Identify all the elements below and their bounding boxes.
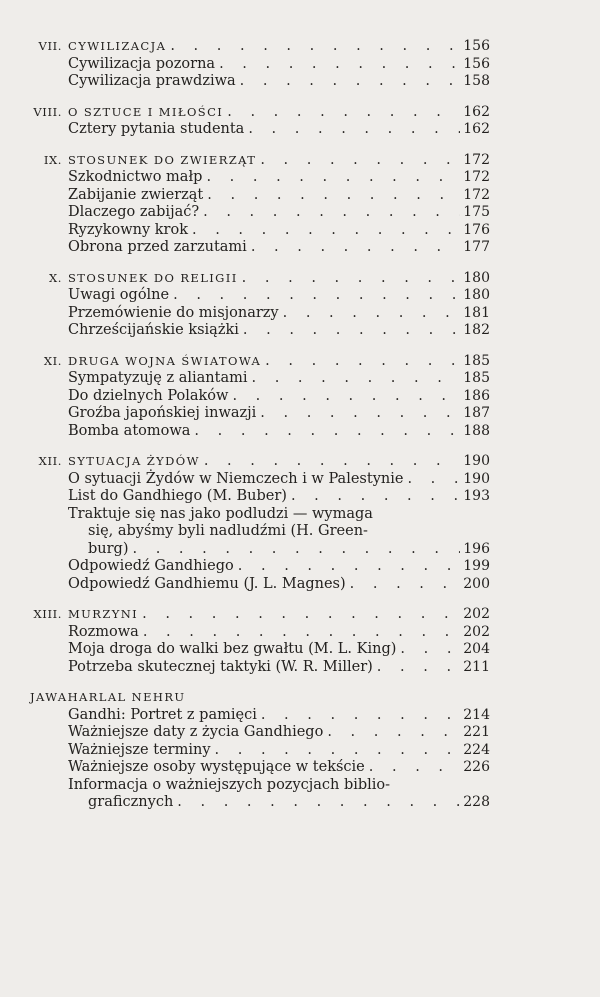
toc-entry — [22, 707, 490, 725]
entry-page-number: 200 — [463, 575, 490, 592]
toc-entry — [22, 287, 490, 305]
entry-page-number: 185 — [463, 370, 490, 386]
chapter-title: STOSUNEK DO ZWIERZĄT — [68, 152, 257, 167]
chapter-heading — [22, 606, 490, 624]
dot-leader — [129, 541, 461, 559]
dot-leader — [403, 471, 460, 489]
chapter-page-number: 180 — [463, 269, 490, 286]
dot-leader — [228, 388, 460, 406]
entry-title-line: Traktuje się nas jako podludzi — wymaga — [68, 505, 373, 522]
dot-leader — [247, 239, 460, 257]
toc-entry — [22, 204, 490, 222]
toc-entry — [22, 759, 490, 777]
dot-leader — [166, 38, 460, 56]
dot-leader — [244, 121, 460, 139]
entry-page-number: 176 — [463, 221, 490, 238]
toc-entry — [22, 305, 490, 323]
entry-page-number: 202 — [463, 623, 490, 640]
dot-leader — [323, 724, 460, 742]
toc-entry — [22, 742, 490, 760]
chapter-block — [22, 38, 490, 91]
entry-title: Potrzeba skutecznej taktyki (W. R. Miller) — [68, 658, 373, 675]
chapter-page-number: 162 — [463, 103, 490, 120]
dot-leader — [169, 287, 460, 305]
entry-title: Ważniejsze terminy — [68, 741, 211, 758]
toc-entry — [22, 659, 490, 677]
chapter-page-number: 190 — [463, 453, 490, 469]
dot-leader — [248, 370, 461, 388]
dot-leader — [257, 707, 460, 725]
dot-leader — [279, 305, 460, 323]
toc-entry — [22, 169, 490, 187]
entry-title: Dlaczego zabijać? — [68, 204, 200, 220]
toc-entry — [22, 624, 490, 642]
entry-title: Odpowiedź Gandhiemu (J. L. Magnes) — [68, 575, 346, 592]
entry-page-number: 193 — [463, 488, 490, 504]
entry-page-number: 228 — [463, 794, 490, 810]
toc-entry — [22, 121, 490, 139]
chapter-block — [22, 353, 490, 441]
entry-page-number: 186 — [463, 387, 490, 404]
dot-leader — [234, 558, 460, 576]
entry-title: List do Gandhiego (M. Buber) — [68, 488, 287, 504]
entry-page-number: 221 — [463, 724, 490, 740]
dot-leader — [200, 453, 460, 471]
chapter-number: XIII. — [33, 607, 62, 621]
entry-title: O sytuacji Żydów w Niemczech i w Palestynie — [68, 470, 404, 487]
dot-leader — [396, 641, 460, 659]
toc-entry — [22, 488, 490, 506]
dot-leader — [188, 222, 460, 240]
dot-leader — [203, 187, 460, 205]
chapter-title: STOSUNEK DO RELIGII — [68, 270, 238, 285]
dot-leader — [199, 204, 460, 222]
toc-entry — [22, 239, 490, 257]
toc-entry — [22, 405, 490, 423]
dot-leader — [139, 624, 460, 642]
dot-leader — [173, 794, 460, 812]
toc-entry — [22, 576, 490, 594]
chapter-title: SYTUACJA ŻYDÓW — [68, 454, 200, 468]
dot-leader — [256, 152, 460, 170]
chapter-number: VIII. — [33, 104, 62, 119]
entry-page-number: 224 — [463, 741, 490, 758]
chapter-number: IX. — [43, 152, 62, 167]
chapter-title: O SZTUCE I MIŁOŚCI — [68, 104, 224, 119]
dot-leader — [138, 606, 460, 624]
entry-title-line: się, abyśmy byli nadludźmi (H. Green- — [88, 523, 368, 539]
dot-leader — [238, 270, 460, 288]
entry-title: Chrześcijańskie książki — [68, 322, 239, 338]
entry-title: Cywilizacja pozorna — [68, 55, 216, 72]
chapter-number: XII. — [38, 454, 62, 468]
chapter-title: CYWILIZACJA — [68, 39, 167, 53]
dot-leader — [202, 169, 460, 187]
entry-title: Cywilizacja prawdziwa — [68, 73, 236, 89]
toc-entry — [22, 423, 490, 441]
entry-title: Do dzielnych Polaków — [68, 387, 229, 404]
entry-title: Obrona przed zarzutami — [68, 239, 247, 255]
chapter-block — [22, 104, 490, 139]
entry-title: Gandhi: Portret z pamięci — [68, 706, 257, 723]
entry-page-number: 204 — [463, 641, 490, 657]
entry-title: Szkodnictwo małp — [68, 169, 203, 185]
entry-title: Zabijanie zwierząt — [68, 186, 204, 203]
chapter-page-number: 172 — [463, 151, 490, 168]
chapter-number: VII. — [38, 39, 62, 53]
chapter-page-number: 202 — [463, 606, 490, 622]
toc-entry — [22, 187, 490, 205]
entry-page-number: 196 — [463, 540, 490, 557]
entry-page-number: 158 — [463, 73, 490, 89]
chapter-title: JAWAHARLAL NEHRU — [30, 690, 186, 704]
entry-page-number: 175 — [463, 204, 490, 220]
chapter-block — [22, 453, 490, 593]
entry-page-number: 187 — [463, 405, 490, 421]
entry-title-tail — [22, 794, 490, 812]
entry-page-number: 226 — [463, 759, 490, 775]
entry-page-number: 211 — [463, 658, 490, 675]
toc-entry — [22, 222, 490, 240]
chapter-heading — [22, 453, 490, 471]
entry-page-number: 199 — [463, 558, 490, 574]
chapter-heading — [22, 104, 490, 122]
entry-page-number: 156 — [463, 55, 490, 72]
chapter-block — [22, 270, 490, 340]
entry-page-number: 177 — [463, 239, 490, 255]
entry-title: Bomba atomowa — [68, 422, 191, 439]
entry-title: Sympatyzuję z aliantami — [68, 370, 248, 386]
entry-page-number: 172 — [463, 169, 490, 185]
chapter-heading — [22, 152, 490, 170]
dot-leader — [215, 56, 460, 74]
entry-page-number: 181 — [463, 304, 490, 321]
toc-entry — [22, 370, 490, 388]
entry-page-number: 180 — [463, 287, 490, 303]
entry-page-number: 190 — [463, 470, 490, 487]
chapter-title: DRUGA WOJNA ŚWIATOWA — [68, 353, 262, 368]
dot-leader — [365, 759, 460, 777]
chapter-heading — [22, 689, 490, 707]
entry-title: Ważniejsze osoby występujące w tekście — [68, 759, 365, 775]
toc-entry — [22, 724, 490, 742]
toc-entry — [22, 73, 490, 91]
chapter-heading — [22, 270, 490, 288]
chapter-heading — [22, 38, 490, 56]
entry-title: Moja droga do walki bez gwałtu (M. L. King) — [68, 641, 397, 657]
entry-title: Uwagi ogólne — [68, 287, 170, 303]
toc-entry — [22, 56, 490, 74]
entry-page-number: 162 — [463, 121, 490, 137]
toc-entry — [22, 641, 490, 659]
toc-entry — [22, 322, 490, 340]
chapter-title: MURZYNI — [68, 607, 139, 621]
chapter-block — [22, 152, 490, 257]
entry-page-number: 214 — [463, 706, 490, 723]
dot-leader — [236, 73, 460, 91]
entry-title-line: graficznych — [88, 794, 174, 810]
entry-title-tail — [22, 541, 490, 559]
dot-leader — [223, 104, 460, 122]
entry-title-line: Informacja o ważniejszych pozycjach biblio- — [68, 776, 391, 793]
entry-page-number: 182 — [463, 322, 490, 338]
entry-title: Przemówienie do misjonarzy — [68, 304, 279, 321]
chapter-heading — [22, 353, 490, 371]
chapter-number: XI. — [43, 353, 62, 368]
dot-leader — [190, 423, 460, 441]
dot-leader — [373, 659, 460, 677]
entry-title: Cztery pytania studenta — [68, 121, 245, 137]
chapter-page-number: 185 — [463, 352, 490, 369]
entry-page-number: 188 — [463, 422, 490, 439]
dot-leader — [239, 322, 460, 340]
dot-leader — [256, 405, 460, 423]
dot-leader — [346, 576, 460, 594]
table-of-contents — [22, 38, 490, 825]
entry-title: Ryzykowny krok — [68, 221, 188, 238]
entry-title: Odpowiedź Gandhiego — [68, 558, 234, 574]
entry-title: Rozmowa — [68, 623, 139, 640]
entry-page-number: 172 — [463, 186, 490, 203]
toc-entry-multiline — [22, 506, 490, 559]
dot-leader — [287, 488, 460, 506]
entry-title: Groźba japońskiej inwazji — [68, 405, 257, 421]
toc-entry — [22, 471, 490, 489]
toc-entry — [22, 388, 490, 406]
chapter-block — [22, 606, 490, 676]
toc-entry — [22, 558, 490, 576]
dot-leader — [261, 353, 460, 371]
chapter-page-number: 156 — [463, 38, 490, 54]
toc-entry-multiline — [22, 777, 490, 812]
dot-leader — [211, 742, 460, 760]
entry-title-line: burg) — [88, 540, 129, 557]
chapter-block — [22, 689, 490, 812]
chapter-number: X. — [48, 270, 62, 285]
entry-title: Ważniejsze daty z życia Gandhiego — [68, 724, 324, 740]
